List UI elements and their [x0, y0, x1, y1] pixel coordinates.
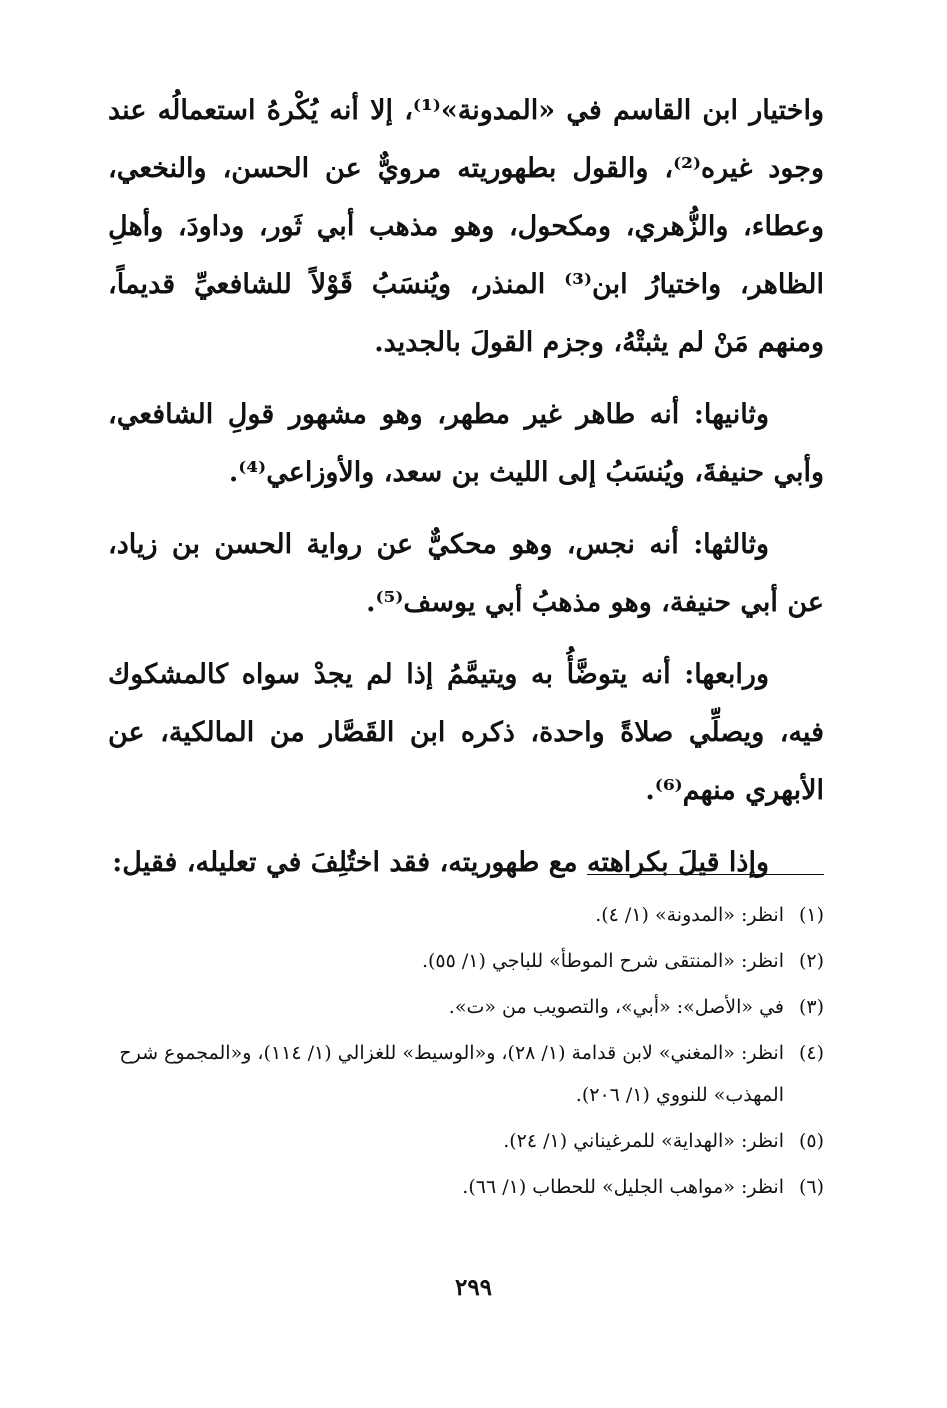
footnote-6	[108, 1166, 824, 1208]
footnote-number: (٦)	[798, 1176, 824, 1198]
paragraph-4-body: أنه يتوضَّأُ به ويتيمَّمُ إذا لم يجدْ سواه كالمشكوك فيه، ويصلِّي صلاةً واحدة، ذكره ابن القَصَّار من المالكية، عن الأبهري منهم⁽⁶⁾.	[108, 659, 824, 806]
paragraph-1: واختيار ابن القاسم في «المدونة»⁽¹⁾، إلا أنه يُكْرهُ استعمالُه عند وجود غيره⁽²⁾، والقول بطهوريته مرويٌّ عن الحسن، والنخعي، وعطاء، والزُّهري، ومكحول، وهو مذهب أبي ثَور، وداودَ، وأهلِ الظاهر، واختيارُ ابن⁽³⁾ المنذر، ويُنسَبُ قَوْلاً للشافعيِّ قديماً، ومنهم مَنْ لم يثبتْهُ، وجزم القولَ بالجديد.	[108, 95, 824, 358]
paragraph-2-body: أنه طاهر غير مطهر، وهو مشهور قولِ الشافعي، وأبي حنيفةَ، ويُنسَبُ إلى الليث بن سعد، والأوزاعي⁽⁴⁾.	[108, 399, 824, 488]
footnote-number: (٥)	[798, 1130, 824, 1152]
paragraph-4	[108, 646, 824, 820]
footnote-1	[108, 894, 824, 936]
footnote-text: انظر: «الهداية» للمرغيناني (١/ ٢٤).	[503, 1130, 784, 1152]
footnote-text: انظر: «مواهب الجليل» للحطاب (١/ ٦٦).	[462, 1176, 784, 1198]
paragraph-3-body: أنه نجس، وهو محكيٌّ عن رواية الحسن بن زياد، عن أبي حنيفة، وهو مذهبُ أبي يوسف⁽⁵⁾.	[108, 529, 824, 618]
footnote-4	[108, 1032, 824, 1116]
footnote-text: انظر: «المنتقى شرح الموطأ» للباجي (١/ ٥٥).	[421, 950, 784, 972]
footnote-number: (١)	[798, 904, 824, 926]
paragraph-3-lead: وثالثها:	[693, 529, 769, 560]
footnote-number: (٣)	[798, 996, 824, 1018]
footnote-3	[108, 986, 824, 1028]
footnote-number: (٤)	[798, 1042, 824, 1064]
footnote-text: في «الأصل»: «أبي»، والتصويب من «ت».	[448, 996, 784, 1018]
paragraph-5: وإذا قيلَ بكراهته مع طهوريته، فقد اختُلِفَ في تعليله، فقيل:	[112, 847, 769, 878]
footnote-text: انظر: «المغني» لابن قدامة (١/ ٢٨)، و«الوسيط» للغزالي (١/ ١١٤)، و«المجموع شرح المهذب» للنووي (١/ ٢٠٦).	[119, 1042, 784, 1106]
footnote-number: (٢)	[798, 950, 824, 972]
paragraph-2-lead: وثانيها:	[693, 399, 769, 430]
paragraph-4-lead: ورابعها:	[684, 659, 769, 690]
main-text	[108, 82, 824, 906]
footnote-text: انظر: «المدونة» (١/ ٤).	[595, 904, 784, 926]
footnote-2	[108, 940, 824, 982]
paragraph-3	[108, 516, 824, 632]
footnotes	[108, 894, 824, 1212]
paragraph-2	[108, 386, 824, 502]
footnote-separator	[587, 874, 824, 875]
footnote-5	[108, 1120, 824, 1162]
page-number: ٢٩٩	[454, 1274, 493, 1301]
